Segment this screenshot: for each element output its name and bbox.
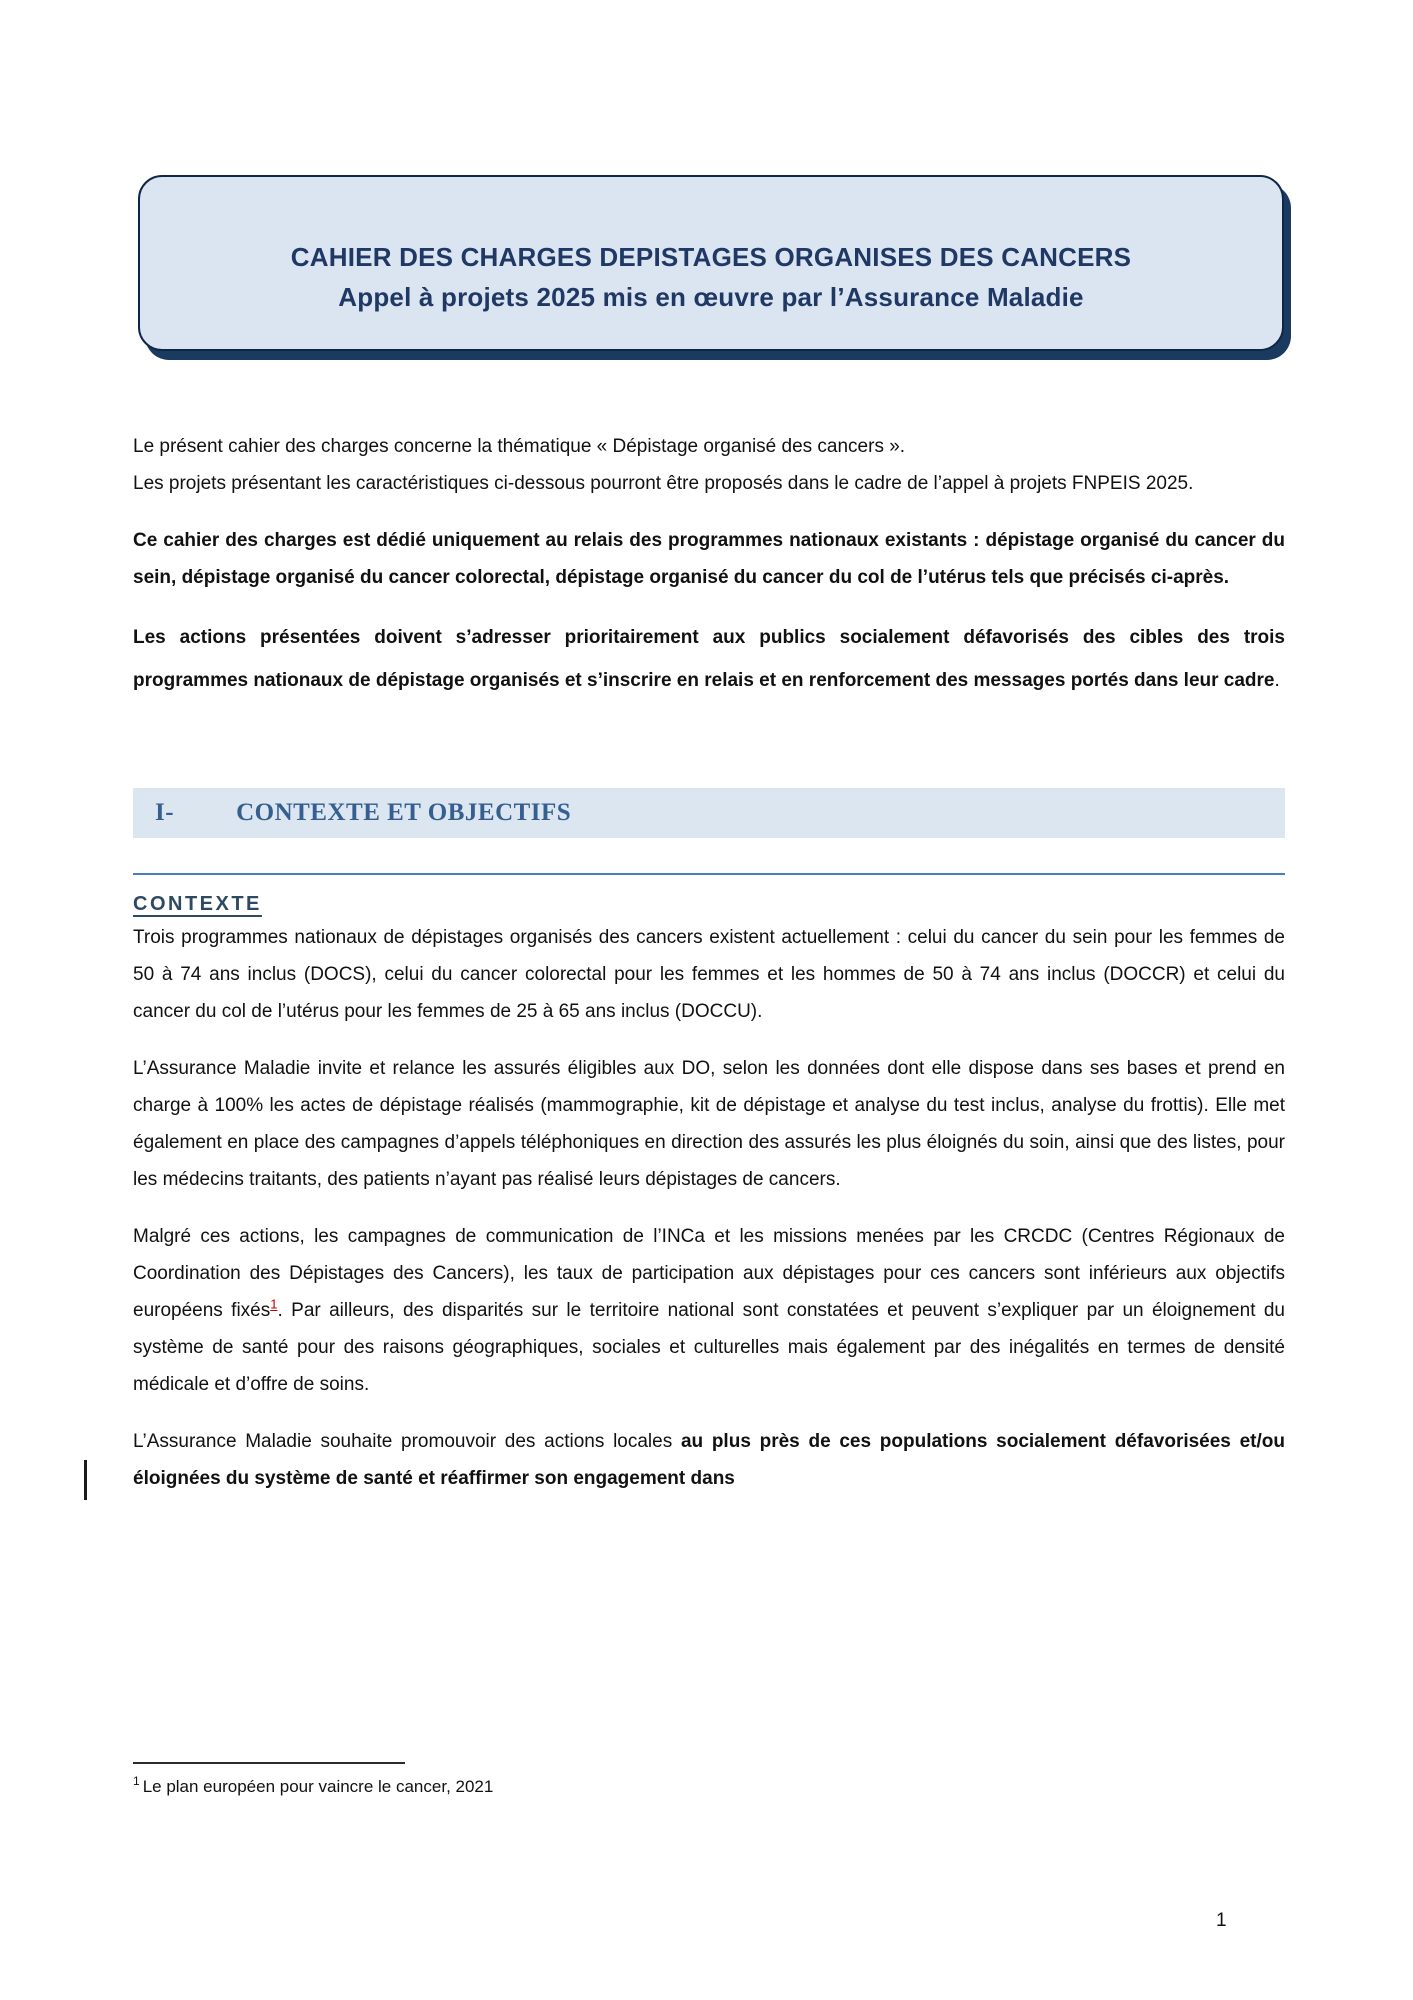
context-paragraph-4 [133, 1423, 1285, 1497]
emphasis-paragraph-2-bold: Les actions présentées doivent s’adresser prioritairement aux publics socialement défavorisés des cibles des trois programmes nationaux de dépistage organisés et s’inscrire en relais et en renforcement des messages portés dans leur cadre [133, 627, 1285, 691]
section-heading-band [133, 788, 1285, 838]
intro-line2: Les projets présentant les caractéristiques ci-dessous pourront être proposés dans le cadre de l’appel à projets FNPEIS 2025. [133, 473, 1194, 494]
section-numeral: I- [155, 799, 175, 826]
footnote-separator [133, 1762, 405, 1764]
context-paragraph-3-continued: . Par ailleurs, des disparités sur le territoire national sont constatées et peuvent s’expliquer par un éloignement du système de santé pour des raisons géographiques, sociales et culturelles mais également par des inégalités en termes de densité médicale et d’offre de soins. [133, 1300, 1285, 1395]
section-title: CONTEXTE ET OBJECTIFS [236, 799, 572, 826]
context-paragraph-3 [133, 1218, 1285, 1403]
page-number: 1 [1216, 1910, 1227, 1931]
context-paragraph-4-bold: au plus près de ces populations socialement défavorisées et/ou éloignées du système de santé et réaffirmer son engagement dans [133, 1431, 1285, 1489]
emphasis-paragraph-1: Ce cahier des charges est dédié uniquement au relais des programmes nationaux existants : dépistage organisé du cancer du sein, dépistage organisé du cancer colorectal, dépistage organisé du cancer du col de l’utérus tels que précisés ci-après. [133, 530, 1285, 588]
doc-title-line1: CAHIER DES CHARGES DEPISTAGES ORGANISES DES CANCERS [290, 242, 1132, 272]
footnote-block [133, 1762, 833, 1800]
context-paragraph-2: L’Assurance Maladie invite et relance les assurés éligibles aux DO, selon les données dont elle dispose dans ses bases et prend en charge à 100% les actes de dépistage réalisés (mammographie, kit de dépistage et analyse du test inclus, analyse du frottis). Elle met également en place des campagnes d’appels téléphoniques en direction des assurés les plus éloignés du soin, ainsi que des listes, pour les médecins traitants, des patients n’ayant pas réalisé leurs dépistages de cancers. [133, 1058, 1285, 1190]
context-paragraph-4-regular: L’Assurance Maladie souhaite promouvoir des actions locales [133, 1431, 681, 1452]
footnote-text: Le plan européen pour vaincre le cancer, 2021 [142, 1777, 494, 1796]
context-paragraph-3-text: Malgré ces actions, les campagnes de communication de l’INCa et les missions menées par les CRCDC (Centres Régionaux de Coordination des Dépistages des Cancers), les taux de participation aux dépistages pour ces cancers sont inférieurs aux objectifs européens fixés [133, 1226, 1285, 1321]
intro-line1: Le présent cahier des charges concerne la thématique « Dépistage organisé des cancers ». [133, 436, 906, 457]
revision-change-bar [84, 1460, 87, 1500]
header-box [138, 175, 1284, 351]
footnote-number: 1 [133, 1774, 140, 1789]
footnote [133, 1774, 833, 1800]
emphasis-paragraph-2-period: . [1274, 670, 1280, 691]
subsection-heading-contexte: CONTEXTE [133, 893, 262, 915]
doc-title-line2: Appel à projets 2025 mis en œuvre par l’Assurance Maladie [338, 282, 1084, 312]
intro-paragraph [133, 428, 1285, 502]
page-content [133, 428, 1285, 1497]
footnote-ref-superscript: 1 [270, 1296, 278, 1312]
emphasis-paragraph-2 [133, 616, 1285, 702]
context-paragraph-1: Trois programmes nationaux de dépistages organisés des cancers existent actuellement : celui du cancer du sein pour les femmes de 50 à 74 ans inclus (DOCS), celui du cancer colorectal pour les femmes et les hommes de 50 à 74 ans inclus (DOCCR) et celui du cancer du col de l’utérus pour les femmes de 25 à 65 ans inclus (DOCCU). [133, 927, 1285, 1022]
